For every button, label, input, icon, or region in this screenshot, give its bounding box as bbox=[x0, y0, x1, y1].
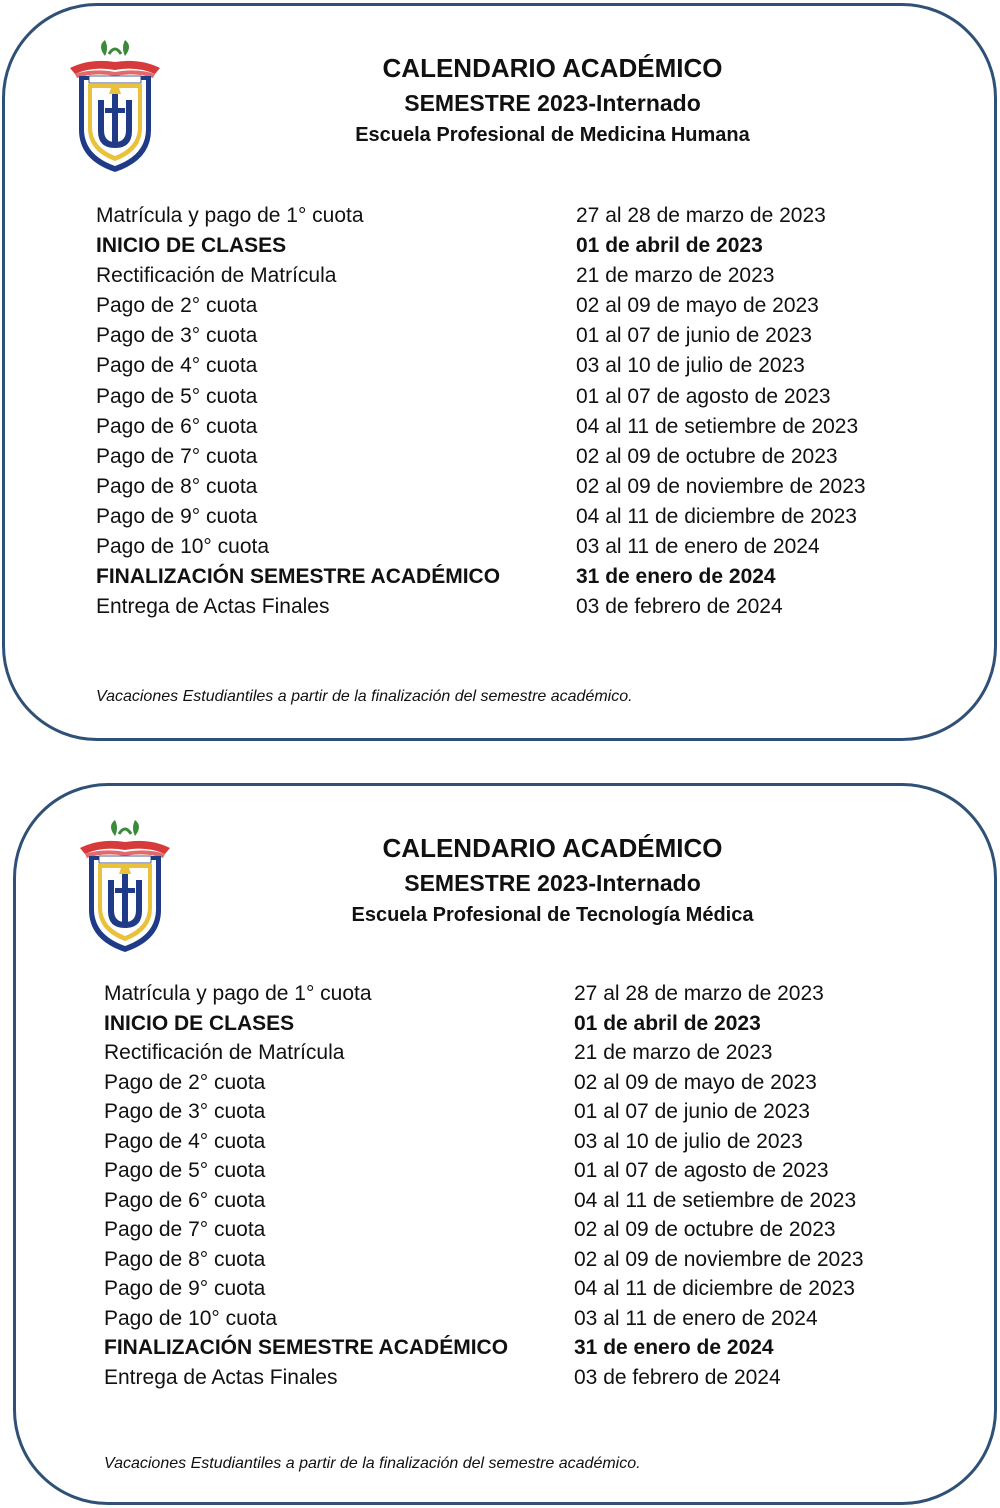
schedule-label: Pago de 2° cuota bbox=[104, 1070, 266, 1094]
vacation-note: Vacaciones Estudiantiles a partir de la finalización del semestre académico. bbox=[104, 1455, 641, 1472]
schedule-row bbox=[96, 231, 956, 261]
schedule-row bbox=[104, 1097, 954, 1127]
schedule-date: 04 al 11 de setiembre de 2023 bbox=[574, 1188, 857, 1212]
schedule-label: Entrega de Actas Finales bbox=[104, 1365, 338, 1389]
schedule-row bbox=[96, 442, 956, 472]
schedule-label: FINALIZACIÓN SEMESTRE ACADÉMICO bbox=[104, 1336, 509, 1359]
schedule-date: 31 de enero de 2024 bbox=[574, 1336, 774, 1359]
schedule-row bbox=[96, 412, 956, 442]
schedule-label: Matrícula y pago de 1° cuota bbox=[96, 204, 364, 227]
university-logo-icon bbox=[75, 818, 175, 953]
schedule-date: 04 al 11 de diciembre de 2023 bbox=[576, 504, 857, 528]
schedule-date: 21 de marzo de 2023 bbox=[574, 1041, 773, 1064]
semester-title: SEMESTRE 2023-Internado bbox=[404, 90, 701, 116]
semester-title: SEMESTRE 2023-Internado bbox=[404, 870, 701, 896]
schedule-date: 02 al 09 de octubre de 2023 bbox=[574, 1218, 836, 1241]
schedule-date: 02 al 09 de noviembre de 2023 bbox=[576, 474, 866, 498]
schedule-row bbox=[104, 1156, 954, 1186]
schedule-label: INICIO DE CLASES bbox=[96, 234, 287, 258]
schedule-row bbox=[104, 1274, 954, 1304]
schedule-date: 03 de febrero de 2024 bbox=[576, 595, 783, 619]
schedule-date: 03 al 11 de enero de 2024 bbox=[576, 535, 820, 559]
schedule-row bbox=[104, 1304, 954, 1334]
schedule-date: 03 de febrero de 2024 bbox=[574, 1365, 781, 1389]
calendar-title: CALENDARIO ACADÉMICO bbox=[382, 833, 723, 863]
schedule-label: Pago de 4° cuota bbox=[96, 354, 258, 378]
schedule-row bbox=[104, 1245, 954, 1275]
schedule-label: Pago de 6° cuota bbox=[96, 414, 258, 438]
schedule-label: Pago de 6° cuota bbox=[104, 1188, 266, 1212]
schedule-date: 03 al 11 de enero de 2024 bbox=[574, 1306, 818, 1330]
schedule-date: 01 de abril de 2023 bbox=[576, 234, 763, 258]
schedule-date: 27 al 28 de marzo de 2023 bbox=[576, 204, 826, 227]
schedule-date: 31 de enero de 2024 bbox=[576, 565, 776, 589]
schedule-row bbox=[96, 351, 956, 381]
schedule-date: 02 al 09 de mayo de 2023 bbox=[574, 1070, 817, 1094]
schedule-date: 01 al 07 de agosto de 2023 bbox=[576, 384, 831, 408]
schedule-date: 01 al 07 de agosto de 2023 bbox=[574, 1159, 829, 1182]
schedule-label: Matrícula y pago de 1° cuota bbox=[104, 982, 372, 1005]
schedule-date: 02 al 09 de octubre de 2023 bbox=[576, 444, 838, 468]
university-logo-icon bbox=[65, 38, 165, 173]
schedule-label: Pago de 8° cuota bbox=[96, 474, 258, 498]
schedule-row bbox=[96, 592, 956, 622]
schedule-list bbox=[96, 201, 956, 622]
schedule-row bbox=[96, 532, 956, 562]
schedule-label: Pago de 5° cuota bbox=[104, 1159, 266, 1182]
schedule-row bbox=[96, 201, 956, 231]
schedule-label: Pago de 2° cuota bbox=[96, 294, 258, 318]
schedule-row bbox=[104, 1127, 954, 1157]
schedule-row bbox=[104, 1333, 954, 1363]
schedule-date: 01 al 07 de junio de 2023 bbox=[576, 324, 812, 348]
schedule-label: Pago de 4° cuota bbox=[104, 1129, 266, 1153]
schedule-row bbox=[104, 1009, 954, 1039]
schedule-row bbox=[96, 472, 956, 502]
schedule-date: 03 al 10 de julio de 2023 bbox=[576, 354, 805, 378]
schedule-date: 01 al 07 de junio de 2023 bbox=[574, 1100, 810, 1123]
school-name: Escuela Profesional de Medicina Humana bbox=[355, 124, 750, 146]
calendar-header bbox=[230, 830, 875, 930]
schedule-date: 04 al 11 de setiembre de 2023 bbox=[576, 414, 859, 438]
schedule-label: Pago de 10° cuota bbox=[104, 1306, 278, 1330]
schedule-label: Entrega de Actas Finales bbox=[96, 595, 330, 619]
schedule-row bbox=[96, 291, 956, 321]
schedule-row bbox=[96, 502, 956, 532]
schedule-label: FINALIZACIÓN SEMESTRE ACADÉMICO bbox=[96, 565, 501, 589]
schedule-row bbox=[96, 261, 956, 291]
schedule-row bbox=[104, 1038, 954, 1068]
schedule-label: Pago de 7° cuota bbox=[104, 1218, 266, 1241]
schedule-row bbox=[104, 1215, 954, 1245]
schedule-label: Pago de 7° cuota bbox=[96, 444, 258, 468]
schedule-row bbox=[104, 1068, 954, 1098]
schedule-label: INICIO DE CLASES bbox=[104, 1011, 295, 1035]
vacation-note: Vacaciones Estudiantiles a partir de la finalización del semestre académico. bbox=[96, 688, 633, 705]
schedule-label: Pago de 8° cuota bbox=[104, 1247, 266, 1271]
schedule-row bbox=[104, 979, 954, 1009]
school-name: Escuela Profesional de Tecnología Médica bbox=[351, 904, 754, 926]
schedule-date: 02 al 09 de noviembre de 2023 bbox=[574, 1247, 864, 1271]
calendar-title: CALENDARIO ACADÉMICO bbox=[382, 53, 723, 83]
schedule-date: 04 al 11 de diciembre de 2023 bbox=[574, 1277, 855, 1300]
schedule-label: Pago de 5° cuota bbox=[96, 384, 258, 408]
schedule-row bbox=[96, 562, 956, 592]
schedule-date: 21 de marzo de 2023 bbox=[576, 264, 775, 288]
schedule-date: 27 al 28 de marzo de 2023 bbox=[574, 982, 824, 1005]
schedule-row bbox=[96, 382, 956, 412]
schedule-row bbox=[96, 321, 956, 351]
schedule-label: Pago de 3° cuota bbox=[96, 324, 258, 348]
schedule-label: Rectificación de Matrícula bbox=[104, 1041, 345, 1064]
schedule-label: Pago de 10° cuota bbox=[96, 535, 270, 559]
schedule-label: Pago de 3° cuota bbox=[104, 1100, 266, 1123]
schedule-date: 03 al 10 de julio de 2023 bbox=[574, 1129, 803, 1153]
schedule-date: 02 al 09 de mayo de 2023 bbox=[576, 294, 819, 318]
schedule-row bbox=[104, 1186, 954, 1216]
schedule-date: 01 de abril de 2023 bbox=[574, 1011, 761, 1035]
schedule-row bbox=[104, 1363, 954, 1393]
schedule-list bbox=[104, 979, 954, 1392]
calendar-header bbox=[230, 50, 875, 150]
schedule-label: Pago de 9° cuota bbox=[104, 1277, 266, 1300]
schedule-label: Rectificación de Matrícula bbox=[96, 264, 337, 288]
schedule-label: Pago de 9° cuota bbox=[96, 504, 258, 528]
